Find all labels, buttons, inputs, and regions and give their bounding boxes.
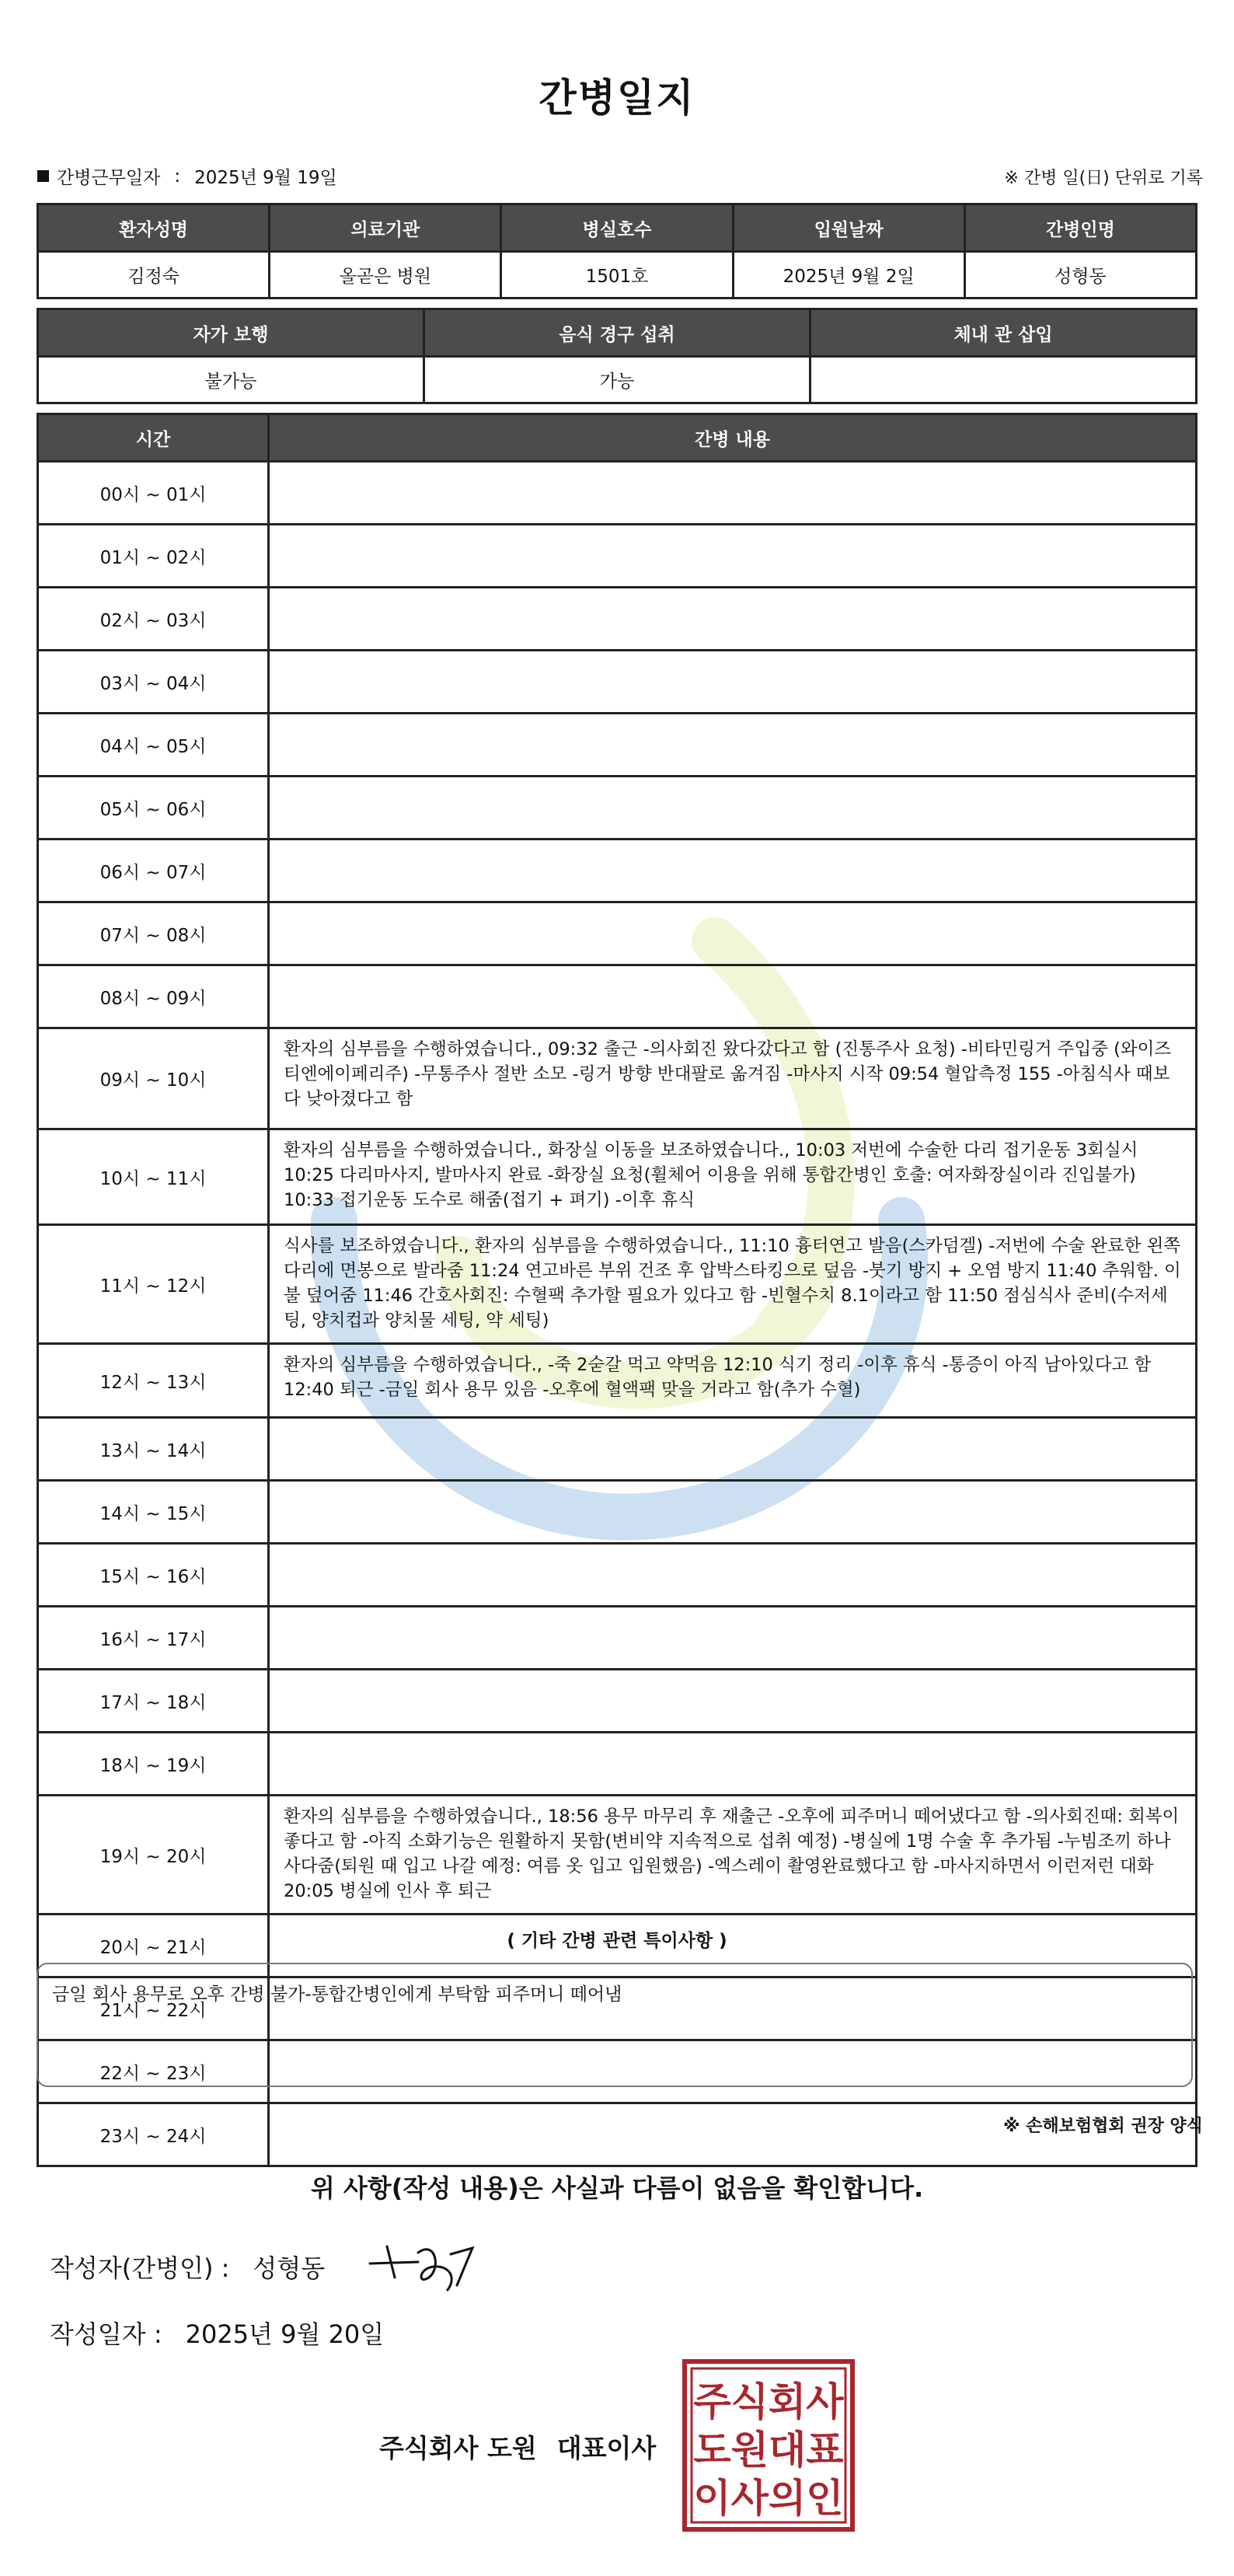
company-seal [682,2359,855,2532]
care-content-cell [269,1418,1197,1481]
table-row [38,357,1197,403]
care-content-cell [269,714,1197,777]
care-content-cell [269,902,1197,965]
svg-text:주식회사: 주식회사 [693,2379,844,2424]
table-header-row [38,309,1197,357]
time-slot: 16시 ~ 17시 [38,1607,269,1670]
care-content-cell [269,588,1197,651]
care-content-cell [269,462,1197,525]
table-row [38,252,1197,298]
company-name: 주식회사 도원 [379,2433,537,2463]
written-date-value: 2025년 9월 20일 [185,2319,385,2349]
table-header-row [38,414,1197,462]
time-slot: 07시 ~ 08시 [38,902,269,965]
self-walking-value: 불가능 [38,357,424,403]
table-row [38,1544,1197,1607]
time-slot: 08시 ~ 09시 [38,965,269,1028]
square-bullet-icon [37,170,49,182]
table-row [38,1796,1197,1915]
header-patient-name: 환자성명 [38,204,270,252]
time-slot: 01시 ~ 02시 [38,525,269,588]
svg-text:도원대표: 도원대표 [693,2428,844,2473]
table-row [38,1481,1197,1544]
svg-text:이사의인: 이사의인 [693,2476,844,2521]
header-self-walking: 자가 보행 [38,309,424,357]
table-row [38,965,1197,1028]
time-slot: 23시 ~ 24시 [38,2103,269,2166]
header-admission-date: 입원날짜 [733,204,964,252]
care-content-cell [269,965,1197,1028]
care-content-cell [269,651,1197,714]
table-row [38,714,1197,777]
time-slot: 06시 ~ 07시 [38,839,269,902]
hospital-name: 올곧은 병원 [270,252,501,298]
time-slot: 11시 ~ 12시 [38,1225,269,1344]
special-notes-title: ( 기타 간병 관련 특이사항 ) [507,1931,727,1951]
work-date [37,163,337,189]
header-tube-insertion: 체내 관 삽입 [810,309,1197,357]
time-slot: 22시 ~ 23시 [38,2040,269,2103]
company-line [379,2428,656,2465]
time-slot: 14시 ~ 15시 [38,1481,269,1544]
table-row [38,777,1197,839]
time-slot: 18시 ~ 19시 [38,1733,269,1796]
time-slot: 03시 ~ 04시 [38,651,269,714]
table-row [38,588,1197,651]
table-row [38,525,1197,588]
header-caregiver: 간병인명 [964,204,1196,252]
time-slot: 00시 ~ 01시 [38,462,269,525]
patient-status-table [37,308,1197,404]
time-slot: 17시 ~ 18시 [38,1670,269,1733]
care-content-cell [269,525,1197,588]
table-row [38,1670,1197,1733]
table-row [38,1607,1197,1670]
page-title: 간병일지 [539,75,695,120]
header-time: 시간 [38,414,269,462]
written-date-line [50,2315,384,2351]
room-number: 1501호 [501,252,733,298]
written-date-label: 작성일자 : [50,2319,162,2349]
patient-info-table [37,203,1197,299]
table-row [38,1129,1197,1225]
time-slot: 21시 ~ 22시 [38,1977,269,2040]
work-date-label: 간병근무일자 [57,168,161,188]
table-row [38,1733,1197,1796]
care-content-cell [269,1733,1197,1796]
work-date-separator: : [174,166,181,187]
record-note: ※ 간병 일(日) 단위로 기록 [1004,169,1203,188]
care-content-cell [269,839,1197,902]
header-oral-intake: 음식 경구 섭취 [424,309,810,357]
care-log-table [37,413,1197,2167]
form-source-note: ※ 손해보험협회 권장 양식 [1003,2117,1203,2136]
time-slot: 09시 ~ 10시 [38,1028,269,1129]
time-slot: 13시 ~ 14시 [38,1418,269,1481]
time-slot: 12시 ~ 13시 [38,1344,269,1418]
header-hospital: 의료기관 [270,204,501,252]
table-row [38,1418,1197,1481]
time-slot: 02시 ~ 03시 [38,588,269,651]
oral-intake-value: 가능 [424,357,810,403]
time-slot: 05시 ~ 06시 [38,777,269,839]
time-slot: 15시 ~ 16시 [38,1544,269,1607]
table-row [38,1028,1197,1129]
care-content-cell [269,777,1197,839]
writer-line [50,2249,325,2285]
time-slot: 19시 ~ 20시 [38,1796,269,1915]
admission-date: 2025년 9월 2일 [733,252,964,298]
work-date-value: 2025년 9월 19일 [194,168,337,188]
care-content-cell [269,1670,1197,1733]
table-row [38,839,1197,902]
time-slot: 04시 ~ 05시 [38,714,269,777]
confirmation-statement: 위 사항(작성 내용)은 사실과 다름이 없음을 확인합니다. [310,2173,924,2203]
signature-image [364,2231,480,2301]
table-row [38,1344,1197,1418]
patient-name: 김정숙 [38,252,270,298]
special-notes-box: 금일 회사 용무로 오후 간병 불가-통합간병인에게 부탁함 피주머니 떼어냄 [37,1963,1193,2087]
caregiver-name: 성형동 [964,252,1196,298]
care-content-cell: 환자의 심부름을 수행하였습니다., -죽 2숟갈 먹고 약먹음 12:10 식기 정리 -이후 휴식 -통증이 아직 남아있다고 함 12:40 퇴근 -금일 회사 용무 있음 -오후에 혈액팩 맞을 거라고 함(추가 수혈) [269,1344,1197,1418]
header-room: 병실호수 [501,204,733,252]
care-content-cell: 환자의 심부름을 수행하였습니다., 화장실 이동을 보조하였습니다., 10:03 저번에 수술한 다리 접기운동 3회실시 10:25 다리마사지, 발마사지 완료 -화장실 요청(휠체어 이용을 위해 통합간병인 호출: 여자화장실이라 진입불가) 10:33 접기운동 도수로 해줌(접기 + 펴기) -이후 휴식 [269,1129,1197,1225]
header-care-content: 간병 내용 [269,414,1197,462]
table-header-row [38,204,1197,252]
tube-insertion-value [810,357,1197,403]
care-content-cell: 환자의 심부름을 수행하였습니다., 18:56 용무 마무리 후 재출근 -오후에 피주머니 떼어냈다고 함 -의사회진때: 회복이 좋다고 함 -아직 소화기능은 원활하지 못함(변비약 지속적으로 섭취 예정) -병실에 1명 수술 후 추가됨 -누빔조끼 하나 사다줌(퇴원 때 입고 나갈 예정: 여름 옷 입고 입원했음) -엑스레이 촬영완료했다고 함 -마사지하면서 이런저런 대화 20:05 병실에 인사 후 퇴근 [269,1796,1197,1915]
care-content-cell: 식사를 보조하였습니다., 환자의 심부름을 수행하였습니다., 11:10 흉터연고 발음(스카덤겔) -저번에 수술 완료한 왼쪽 다리에 면봉으로 발라줌 11:24 연고바른 부위 건조 후 압박스타킹으로 덮음 -붓기 방지 + 오염 방지 11:40 추워함. 이불 덮어줌 11:46 간호사회진: 수혈팩 추가할 필요가 있다고 함 -빈혈수치 8.1이라고 함 11:50 점심식사 준비(수저세팅, 양치컵과 양치물 세팅, 약 세팅) [269,1225,1197,1344]
time-slot: 20시 ~ 21시 [38,1915,269,1977]
writer-label: 작성자(간병인) : [50,2253,230,2283]
care-content-cell: 환자의 심부름을 수행하였습니다., 09:32 출근 -의사회진 왔다갔다고 함 (진통주사 요청) -비타민링거 주입중 (와이즈티엔에이페리주) -무통주사 절반 소모 -링거 방향 반대팔로 옮겨짐 -마사지 시작 09:54 혈압측정 155 -아침식사 때보다 낮아졌다고 함 [269,1028,1197,1129]
care-content-cell [269,1544,1197,1607]
ceo-title: 대표이사 [556,2433,657,2463]
table-row [38,462,1197,525]
table-row [38,1225,1197,1344]
care-content-cell [269,1607,1197,1670]
table-row [38,651,1197,714]
table-row [38,902,1197,965]
writer-name: 성형동 [253,2253,326,2283]
time-slot: 10시 ~ 11시 [38,1129,269,1225]
care-content-cell [269,1481,1197,1544]
